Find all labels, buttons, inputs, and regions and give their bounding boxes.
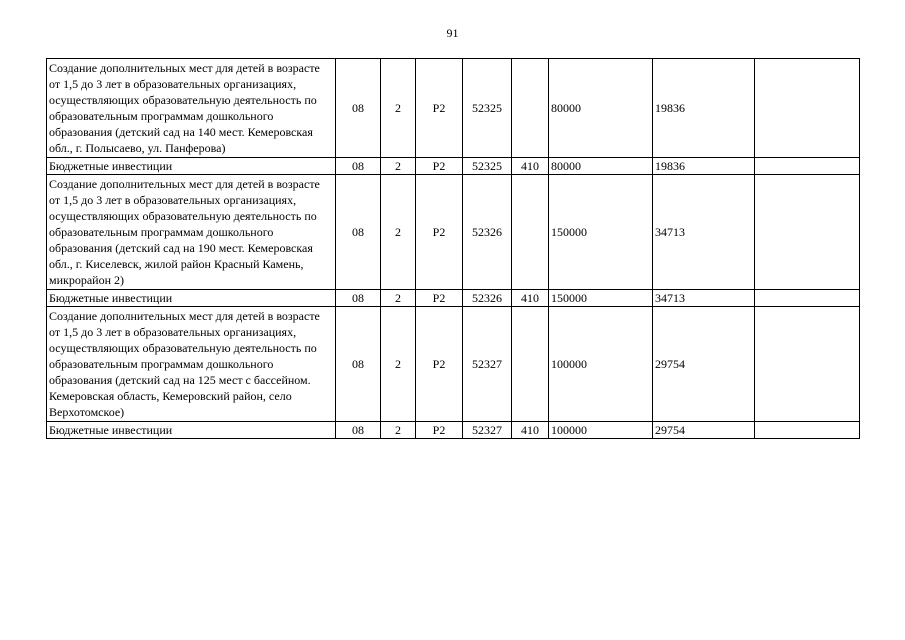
cell-section: 08 (336, 307, 381, 422)
cell-vr: 410 (512, 158, 549, 175)
cell-section: 08 (336, 175, 381, 290)
cell-section: 08 (336, 422, 381, 439)
page-number: 91 (446, 26, 459, 40)
cell-program: P2 (416, 422, 463, 439)
cell-amount-1: 150000 (549, 175, 653, 290)
cell-code: 52325 (463, 158, 512, 175)
cell-amount-2: 19836 (653, 59, 755, 158)
cell-vr: 410 (512, 422, 549, 439)
row-description: Бюджетные инвестиции (47, 290, 336, 307)
table-row (47, 422, 860, 439)
cell-vr (512, 59, 549, 158)
budget-table (46, 58, 860, 439)
cell-vr: 410 (512, 290, 549, 307)
row-description: Создание дополнительных мест для детей в возрасте от 1,5 до 3 лет в образовательных организациях, осуществляющих образовательную деятельность по образовательным программам дошкольного образования (детский сад на 140 мест. Кемеровская обл., г. Полысаево, ул. Панферова) (47, 59, 336, 158)
cell-code: 52327 (463, 307, 512, 422)
cell-subsection: 2 (381, 290, 416, 307)
cell-subsection: 2 (381, 59, 416, 158)
cell-amount-2: 34713 (653, 290, 755, 307)
cell-subsection: 2 (381, 158, 416, 175)
cell-amount-2: 29754 (653, 422, 755, 439)
cell-amount-3 (755, 59, 860, 158)
table-row (47, 290, 860, 307)
cell-amount-3 (755, 175, 860, 290)
cell-section: 08 (336, 290, 381, 307)
table-row (47, 307, 860, 422)
table-row (47, 158, 860, 175)
cell-amount-2: 29754 (653, 307, 755, 422)
cell-amount-1: 100000 (549, 422, 653, 439)
cell-amount-2: 19836 (653, 158, 755, 175)
cell-vr (512, 307, 549, 422)
cell-program: P2 (416, 175, 463, 290)
cell-section: 08 (336, 59, 381, 158)
cell-subsection: 2 (381, 307, 416, 422)
row-description: Создание дополнительных мест для детей в возрасте от 1,5 до 3 лет в образовательных организациях, осуществляющих образовательную деятельность по образовательным программам дошкольного образования (детский сад на 125 мест с бассейном. Кемеровская область, Кемеровский район, село Верхотомское) (47, 307, 336, 422)
cell-amount-3 (755, 158, 860, 175)
cell-vr (512, 175, 549, 290)
cell-code: 52326 (463, 290, 512, 307)
cell-code: 52326 (463, 175, 512, 290)
table-row (47, 175, 860, 290)
cell-amount-3 (755, 422, 860, 439)
cell-subsection: 2 (381, 422, 416, 439)
cell-amount-1: 80000 (549, 158, 653, 175)
cell-amount-1: 80000 (549, 59, 653, 158)
cell-amount-1: 100000 (549, 307, 653, 422)
cell-program: P2 (416, 307, 463, 422)
cell-program: P2 (416, 158, 463, 175)
cell-code: 52327 (463, 422, 512, 439)
cell-amount-3 (755, 290, 860, 307)
cell-code: 52325 (463, 59, 512, 158)
row-description: Бюджетные инвестиции (47, 158, 336, 175)
row-description: Бюджетные инвестиции (47, 422, 336, 439)
table-row (47, 59, 860, 158)
cell-program: P2 (416, 59, 463, 158)
cell-amount-2: 34713 (653, 175, 755, 290)
cell-program: P2 (416, 290, 463, 307)
cell-section: 08 (336, 158, 381, 175)
cell-amount-3 (755, 307, 860, 422)
cell-amount-1: 150000 (549, 290, 653, 307)
row-description: Создание дополнительных мест для детей в возрасте от 1,5 до 3 лет в образовательных организациях, осуществляющих образовательную деятельность по образовательным программам дошкольного образования (детский сад на 190 мест. Кемеровская обл., г. Киселевск, жилой район Красный Камень, микрорайон 2) (47, 175, 336, 290)
cell-subsection: 2 (381, 175, 416, 290)
